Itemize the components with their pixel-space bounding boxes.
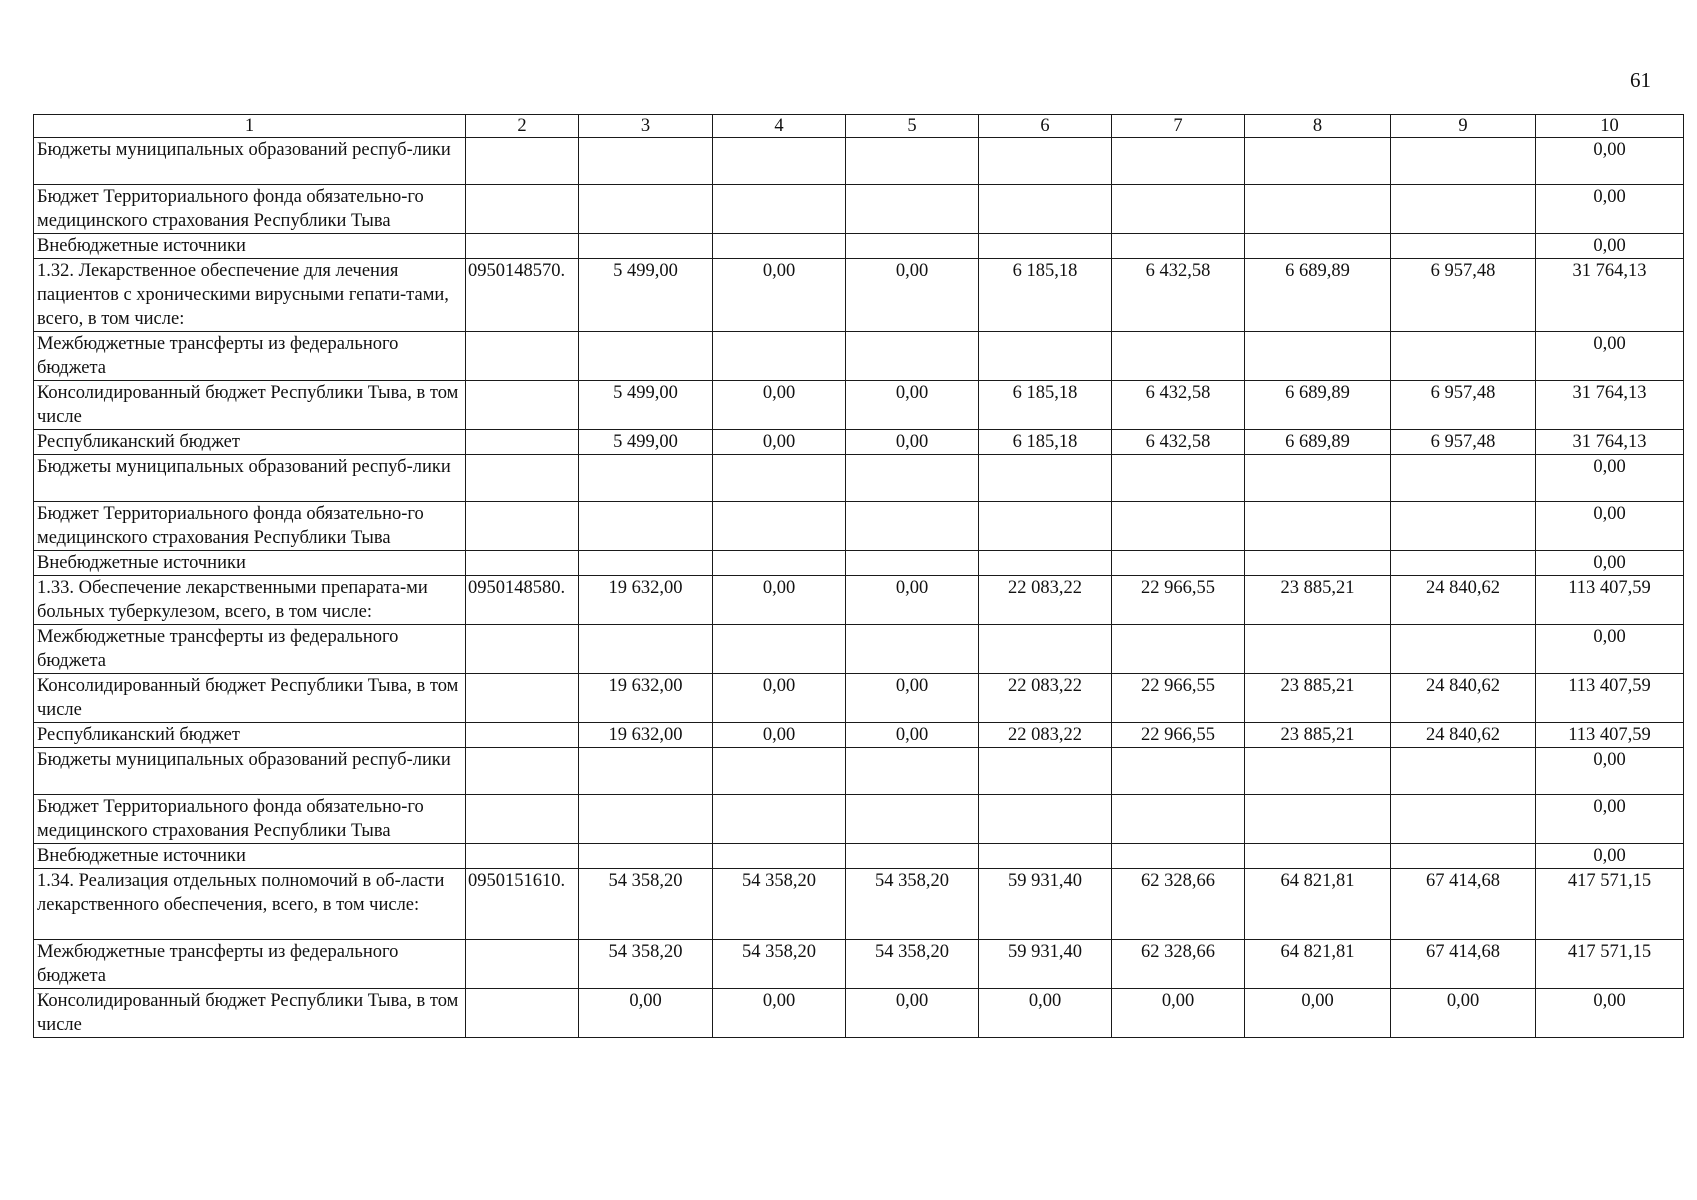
- value-cell-9: [1391, 748, 1536, 795]
- value-cell-5: 0,00: [846, 381, 979, 430]
- table-row: [34, 381, 1684, 430]
- budget-table: [33, 114, 1684, 1038]
- value-cell-8: 6 689,89: [1245, 259, 1391, 332]
- value-cell-9: [1391, 795, 1536, 844]
- value-cell-8: [1245, 234, 1391, 259]
- value-cell-6: 59 931,40: [979, 869, 1112, 940]
- total-cell: 0,00: [1536, 455, 1684, 502]
- value-cell-5: 54 358,20: [846, 869, 979, 940]
- value-cell-7: [1112, 332, 1245, 381]
- row-code-cell: [466, 844, 579, 869]
- value-cell-6: 22 083,22: [979, 723, 1112, 748]
- value-cell-3: [579, 185, 713, 234]
- value-cell-4: 0,00: [713, 576, 846, 625]
- value-cell-3: 19 632,00: [579, 723, 713, 748]
- row-name-cell: Консолидированный бюджет Республики Тыва, в том числе: [34, 674, 466, 723]
- value-cell-3: [579, 625, 713, 674]
- value-cell-4: 0,00: [713, 259, 846, 332]
- value-cell-3: 5 499,00: [579, 381, 713, 430]
- row-code-cell: [466, 332, 579, 381]
- value-cell-3: [579, 502, 713, 551]
- table-row: [34, 259, 1684, 332]
- value-cell-7: [1112, 502, 1245, 551]
- value-cell-9: 24 840,62: [1391, 723, 1536, 748]
- value-cell-7: 22 966,55: [1112, 576, 1245, 625]
- value-cell-6: [979, 748, 1112, 795]
- value-cell-5: [846, 844, 979, 869]
- value-cell-5: [846, 138, 979, 185]
- row-name-cell: Бюджеты муниципальных образований респуб-лики: [34, 455, 466, 502]
- row-name-cell: Внебюджетные источники: [34, 844, 466, 869]
- row-code-cell: [466, 723, 579, 748]
- row-code-cell: [466, 430, 579, 455]
- value-cell-5: [846, 185, 979, 234]
- column-header: 8: [1245, 115, 1391, 138]
- value-cell-9: 67 414,68: [1391, 869, 1536, 940]
- value-cell-4: 54 358,20: [713, 869, 846, 940]
- value-cell-4: [713, 138, 846, 185]
- row-name-cell: Республиканский бюджет: [34, 723, 466, 748]
- value-cell-7: 62 328,66: [1112, 869, 1245, 940]
- value-cell-7: 6 432,58: [1112, 259, 1245, 332]
- row-name-cell: 1.33. Обеспечение лекарственными препарата-ми больных туберкулезом, всего, в том числе:: [34, 576, 466, 625]
- row-code-cell: [466, 502, 579, 551]
- row-code-cell: [466, 674, 579, 723]
- value-cell-7: 0,00: [1112, 989, 1245, 1038]
- value-cell-3: 5 499,00: [579, 259, 713, 332]
- value-cell-9: [1391, 551, 1536, 576]
- table-row: [34, 795, 1684, 844]
- value-cell-4: [713, 551, 846, 576]
- table-row: [34, 551, 1684, 576]
- value-cell-9: [1391, 332, 1536, 381]
- value-cell-9: 6 957,48: [1391, 381, 1536, 430]
- table-row: [34, 748, 1684, 795]
- value-cell-5: 0,00: [846, 989, 979, 1038]
- total-cell: 0,00: [1536, 502, 1684, 551]
- table-row: [34, 332, 1684, 381]
- value-cell-9: [1391, 455, 1536, 502]
- value-cell-8: [1245, 844, 1391, 869]
- table-row: [34, 723, 1684, 748]
- value-cell-7: 22 966,55: [1112, 674, 1245, 723]
- row-name-cell: Республиканский бюджет: [34, 430, 466, 455]
- table-row: [34, 576, 1684, 625]
- value-cell-5: 0,00: [846, 674, 979, 723]
- value-cell-4: [713, 748, 846, 795]
- table-row: [34, 185, 1684, 234]
- value-cell-3: [579, 748, 713, 795]
- value-cell-7: [1112, 551, 1245, 576]
- value-cell-4: 0,00: [713, 989, 846, 1038]
- row-code-cell: [466, 234, 579, 259]
- value-cell-7: [1112, 234, 1245, 259]
- total-cell: 31 764,13: [1536, 430, 1684, 455]
- value-cell-7: 22 966,55: [1112, 723, 1245, 748]
- value-cell-8: 6 689,89: [1245, 430, 1391, 455]
- value-cell-9: [1391, 502, 1536, 551]
- value-cell-6: 59 931,40: [979, 940, 1112, 989]
- value-cell-8: 0,00: [1245, 989, 1391, 1038]
- value-cell-3: 5 499,00: [579, 430, 713, 455]
- value-cell-4: [713, 455, 846, 502]
- row-name-cell: Межбюджетные трансферты из федерального бюджета: [34, 625, 466, 674]
- value-cell-6: [979, 234, 1112, 259]
- value-cell-3: 54 358,20: [579, 940, 713, 989]
- value-cell-5: [846, 625, 979, 674]
- value-cell-9: [1391, 185, 1536, 234]
- row-code-cell: 0950148580.: [466, 576, 579, 625]
- value-cell-7: 6 432,58: [1112, 430, 1245, 455]
- value-cell-9: 6 957,48: [1391, 259, 1536, 332]
- value-cell-7: [1112, 455, 1245, 502]
- total-cell: 417 571,15: [1536, 940, 1684, 989]
- row-code-cell: [466, 185, 579, 234]
- row-code-cell: [466, 551, 579, 576]
- row-code-cell: [466, 455, 579, 502]
- row-code-cell: [466, 138, 579, 185]
- page-number: 61: [1630, 68, 1651, 92]
- value-cell-3: [579, 455, 713, 502]
- value-cell-8: 23 885,21: [1245, 576, 1391, 625]
- total-cell: 0,00: [1536, 234, 1684, 259]
- value-cell-6: [979, 138, 1112, 185]
- value-cell-8: [1245, 502, 1391, 551]
- row-name-cell: Межбюджетные трансферты из федерального бюджета: [34, 332, 466, 381]
- row-name-cell: 1.34. Реализация отдельных полномочий в об-ласти лекарственного обеспечения, всего, в том числе:: [34, 869, 466, 940]
- table-row: [34, 674, 1684, 723]
- value-cell-4: 0,00: [713, 381, 846, 430]
- value-cell-6: [979, 455, 1112, 502]
- column-header: 2: [466, 115, 579, 138]
- value-cell-8: [1245, 455, 1391, 502]
- total-cell: 0,00: [1536, 551, 1684, 576]
- column-header: 4: [713, 115, 846, 138]
- value-cell-5: [846, 455, 979, 502]
- value-cell-4: [713, 185, 846, 234]
- value-cell-3: [579, 844, 713, 869]
- row-name-cell: Консолидированный бюджет Республики Тыва, в том числе: [34, 989, 466, 1038]
- row-code-cell: [466, 989, 579, 1038]
- row-name-cell: Внебюджетные источники: [34, 234, 466, 259]
- value-cell-5: [846, 502, 979, 551]
- value-cell-7: [1112, 625, 1245, 674]
- value-cell-5: 0,00: [846, 259, 979, 332]
- value-cell-9: 24 840,62: [1391, 674, 1536, 723]
- value-cell-6: 0,00: [979, 989, 1112, 1038]
- value-cell-3: 19 632,00: [579, 674, 713, 723]
- value-cell-9: [1391, 844, 1536, 869]
- value-cell-4: 54 358,20: [713, 940, 846, 989]
- total-cell: 31 764,13: [1536, 259, 1684, 332]
- value-cell-8: [1245, 332, 1391, 381]
- value-cell-6: 6 185,18: [979, 259, 1112, 332]
- row-code-cell: [466, 381, 579, 430]
- value-cell-4: [713, 625, 846, 674]
- value-cell-4: [713, 502, 846, 551]
- value-cell-9: 67 414,68: [1391, 940, 1536, 989]
- total-cell: 31 764,13: [1536, 381, 1684, 430]
- row-name-cell: Бюджеты муниципальных образований респуб-лики: [34, 748, 466, 795]
- value-cell-5: 0,00: [846, 723, 979, 748]
- column-header: 3: [579, 115, 713, 138]
- value-cell-3: [579, 795, 713, 844]
- column-header: 9: [1391, 115, 1536, 138]
- value-cell-6: 6 185,18: [979, 381, 1112, 430]
- row-name-cell: 1.32. Лекарственное обеспечение для лечения пациентов с хроническими вирусными гепати-тами, всего, в том числе:: [34, 259, 466, 332]
- value-cell-6: 22 083,22: [979, 674, 1112, 723]
- table-row: [34, 502, 1684, 551]
- total-cell: 0,00: [1536, 332, 1684, 381]
- table-row: [34, 940, 1684, 989]
- table-row: [34, 869, 1684, 940]
- value-cell-5: [846, 748, 979, 795]
- value-cell-6: [979, 625, 1112, 674]
- row-code-cell: [466, 940, 579, 989]
- total-cell: 0,00: [1536, 138, 1684, 185]
- value-cell-4: 0,00: [713, 430, 846, 455]
- value-cell-6: [979, 551, 1112, 576]
- total-cell: 113 407,59: [1536, 723, 1684, 748]
- total-cell: 0,00: [1536, 795, 1684, 844]
- value-cell-7: [1112, 748, 1245, 795]
- value-cell-3: [579, 138, 713, 185]
- value-cell-6: 6 185,18: [979, 430, 1112, 455]
- value-cell-5: [846, 551, 979, 576]
- value-cell-3: 0,00: [579, 989, 713, 1038]
- value-cell-9: 24 840,62: [1391, 576, 1536, 625]
- column-header: 1: [34, 115, 466, 138]
- value-cell-6: [979, 185, 1112, 234]
- value-cell-7: [1112, 795, 1245, 844]
- value-cell-8: 64 821,81: [1245, 869, 1391, 940]
- value-cell-4: [713, 795, 846, 844]
- value-cell-9: 6 957,48: [1391, 430, 1536, 455]
- value-cell-6: [979, 332, 1112, 381]
- value-cell-5: [846, 795, 979, 844]
- table-row: [34, 455, 1684, 502]
- value-cell-4: 0,00: [713, 674, 846, 723]
- column-header: 5: [846, 115, 979, 138]
- value-cell-8: 64 821,81: [1245, 940, 1391, 989]
- total-cell: 0,00: [1536, 989, 1684, 1038]
- row-name-cell: Бюджеты муниципальных образований респуб-лики: [34, 138, 466, 185]
- total-cell: 113 407,59: [1536, 674, 1684, 723]
- value-cell-8: [1245, 625, 1391, 674]
- value-cell-9: [1391, 234, 1536, 259]
- total-cell: 417 571,15: [1536, 869, 1684, 940]
- table-row: [34, 625, 1684, 674]
- value-cell-7: 6 432,58: [1112, 381, 1245, 430]
- value-cell-7: [1112, 185, 1245, 234]
- value-cell-8: 23 885,21: [1245, 723, 1391, 748]
- row-name-cell: Бюджет Территориального фонда обязательно-го медицинского страхования Республики Тыва: [34, 185, 466, 234]
- value-cell-3: [579, 551, 713, 576]
- value-cell-3: 19 632,00: [579, 576, 713, 625]
- table-body: [34, 115, 1684, 1038]
- column-header: 6: [979, 115, 1112, 138]
- value-cell-8: [1245, 138, 1391, 185]
- table-row: [34, 989, 1684, 1038]
- value-cell-4: 0,00: [713, 723, 846, 748]
- value-cell-9: 0,00: [1391, 989, 1536, 1038]
- row-name-cell: Межбюджетные трансферты из федерального бюджета: [34, 940, 466, 989]
- row-code-cell: [466, 625, 579, 674]
- row-code-cell: 0950151610.: [466, 869, 579, 940]
- value-cell-7: [1112, 844, 1245, 869]
- value-cell-5: [846, 234, 979, 259]
- value-cell-9: [1391, 138, 1536, 185]
- row-name-cell: Бюджет Территориального фонда обязательно-го медицинского страхования Республики Тыва: [34, 502, 466, 551]
- total-cell: 0,00: [1536, 844, 1684, 869]
- value-cell-4: [713, 234, 846, 259]
- value-cell-5: [846, 332, 979, 381]
- value-cell-6: 22 083,22: [979, 576, 1112, 625]
- value-cell-6: [979, 795, 1112, 844]
- column-header: 7: [1112, 115, 1245, 138]
- value-cell-4: [713, 332, 846, 381]
- value-cell-8: 23 885,21: [1245, 674, 1391, 723]
- value-cell-3: 54 358,20: [579, 869, 713, 940]
- value-cell-5: 54 358,20: [846, 940, 979, 989]
- value-cell-8: [1245, 748, 1391, 795]
- value-cell-6: [979, 844, 1112, 869]
- row-code-cell: [466, 795, 579, 844]
- value-cell-8: 6 689,89: [1245, 381, 1391, 430]
- table-header-row: [34, 115, 1684, 138]
- total-cell: 0,00: [1536, 748, 1684, 795]
- table-row: [34, 234, 1684, 259]
- total-cell: 0,00: [1536, 625, 1684, 674]
- value-cell-8: [1245, 185, 1391, 234]
- value-cell-3: [579, 234, 713, 259]
- row-name-cell: Внебюджетные источники: [34, 551, 466, 576]
- value-cell-6: [979, 502, 1112, 551]
- value-cell-7: 62 328,66: [1112, 940, 1245, 989]
- table-row: [34, 430, 1684, 455]
- row-code-cell: [466, 748, 579, 795]
- total-cell: 113 407,59: [1536, 576, 1684, 625]
- value-cell-7: [1112, 138, 1245, 185]
- value-cell-4: [713, 844, 846, 869]
- table-row: [34, 844, 1684, 869]
- column-header: 10: [1536, 115, 1684, 138]
- value-cell-5: 0,00: [846, 430, 979, 455]
- row-name-cell: Консолидированный бюджет Республики Тыва, в том числе: [34, 381, 466, 430]
- value-cell-9: [1391, 625, 1536, 674]
- value-cell-8: [1245, 795, 1391, 844]
- value-cell-3: [579, 332, 713, 381]
- value-cell-5: 0,00: [846, 576, 979, 625]
- row-code-cell: 0950148570.: [466, 259, 579, 332]
- value-cell-8: [1245, 551, 1391, 576]
- total-cell: 0,00: [1536, 185, 1684, 234]
- row-name-cell: Бюджет Территориального фонда обязательно-го медицинского страхования Республики Тыва: [34, 795, 466, 844]
- table-row: [34, 138, 1684, 185]
